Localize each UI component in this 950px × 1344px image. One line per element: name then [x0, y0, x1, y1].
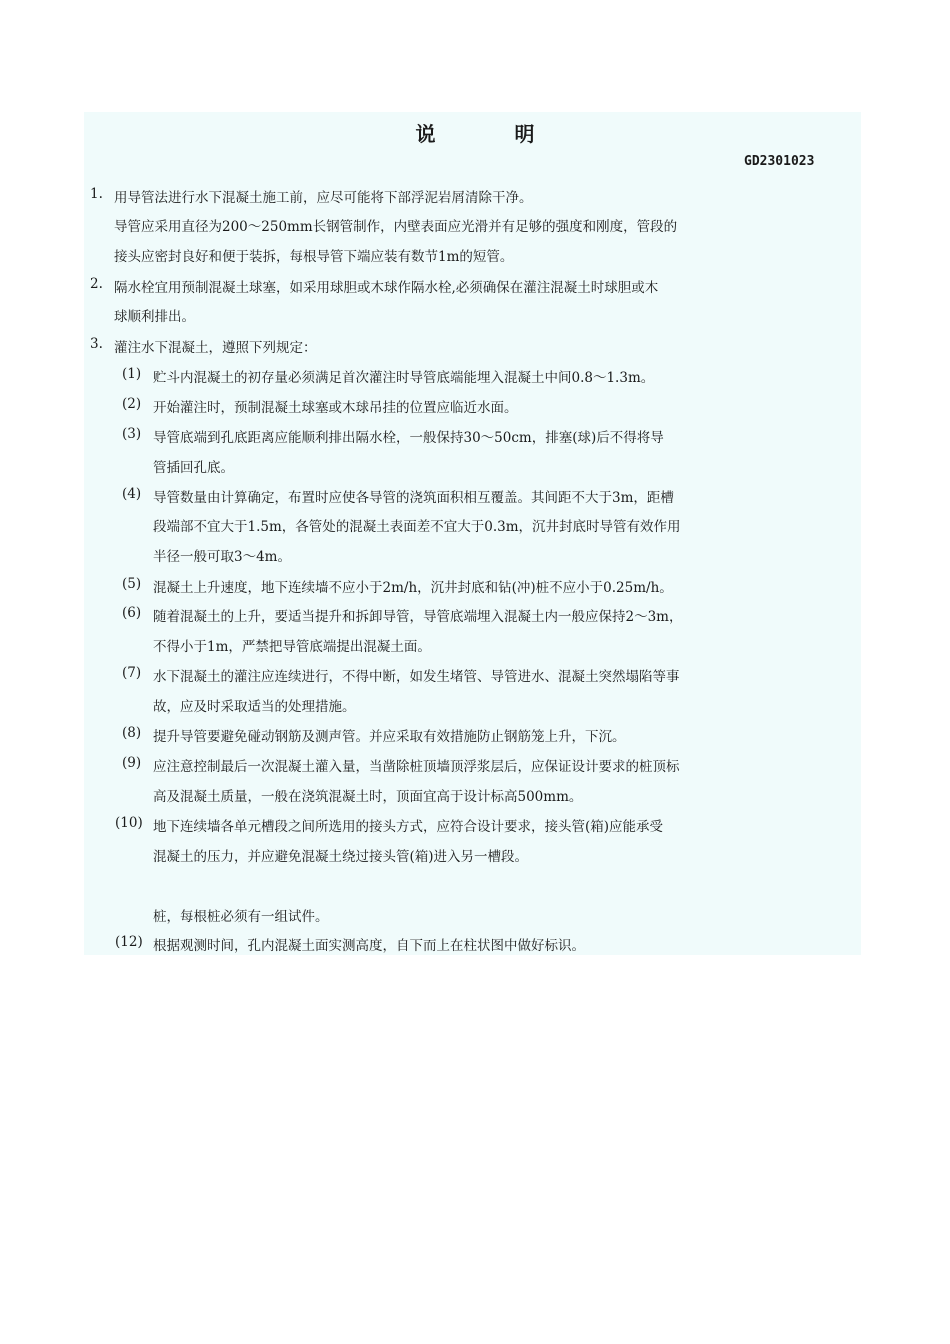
rule-text: 高及混凝土质量，一般在浇筑混凝土时，顶面宜高于设计标高500mm。	[153, 789, 583, 805]
rule-text: 混凝土上升速度，地下连续墙不应小于2m/h，沉井封底和钻(冲)桩不应小于0.25m/h。	[153, 580, 673, 596]
rule-number: (12)	[115, 934, 143, 950]
rule-text: 故，应及时采取适当的处理措施。	[153, 699, 356, 715]
rule-number: (5)	[122, 576, 142, 592]
rule-text: 开始灌注时，预制混凝土球塞或木球吊挂的位置应临近水面。	[153, 400, 518, 416]
page-title: 说 明	[415, 122, 571, 146]
rule-text: 地下连续墙各单元槽段之间所选用的接头方式，应符合设计要求，接头管(箱)应能承受	[153, 819, 664, 835]
rule-number: (10)	[115, 815, 143, 831]
rule-text: 不得小于1m，严禁把导管底端提出混凝土面。	[153, 639, 431, 655]
rule-number: (2)	[122, 396, 142, 412]
rule-text: 段端部不宜大于1.5m，各管处的混凝土表面差不宜大于0.3m，沉井封底时导管有效作用	[153, 519, 681, 535]
rule-text: 根据观测时间，孔内混凝土面实测高度，自下而上在柱状图中做好标识。	[153, 938, 585, 954]
rule-number: (8)	[122, 725, 142, 741]
item-number: 3.	[90, 336, 103, 352]
item-text: 灌注水下混凝土，遵照下列规定：	[114, 340, 317, 356]
rule-text: 半径一般可取3～4m。	[153, 549, 291, 565]
item-number: 1.	[90, 186, 103, 202]
rule-number: (1)	[122, 366, 142, 382]
rule-text: 导管底端到孔底距离应能顺利排出隔水栓，一般保持30～50cm，排塞(球)后不得将导	[153, 430, 664, 446]
drawing-code: GD2301023	[744, 154, 815, 169]
rule-text: 混凝土的压力，并应避免混凝土绕过接头管(箱)进入另一槽段。	[153, 849, 529, 865]
item-text: 用导管法进行水下混凝土施工前，应尽可能将下部浮泥岩屑清除干净。	[114, 190, 533, 206]
rule-number: (6)	[122, 605, 142, 621]
rule-text: 应注意控制最后一次混凝土灌入量，当凿除桩顶墙顶浮浆层后，应保证设计要求的桩顶标	[153, 759, 680, 775]
rule-text: 导管数量由计算确定，布置时应使各导管的浇筑面积相互覆盖。其间距不大于3m，距槽	[153, 490, 674, 506]
item-text: 隔水栓宜用预制混凝土球塞，如采用球胆或木球作隔水栓,必须确保在灌注混凝土时球胆或木	[114, 280, 659, 296]
item-text: 接头应密封良好和便于装拆，每根导管下端应装有数节1m的短管。	[114, 249, 514, 265]
rule-number: (9)	[122, 755, 142, 771]
item-text: 导管应采用直径为200～250mm长钢管制作，内壁表面应光滑并有足够的强度和刚度，管段的	[114, 219, 678, 235]
item-number: 2.	[90, 276, 103, 292]
rule-text: 贮斗内混凝土的初存量必须满足首次灌注时导管底端能埋入混凝土中间0.8～1.3m。	[153, 370, 655, 386]
rule-text: 随着混凝土的上升，要适当提升和拆卸导管，导管底端埋入混凝土内一般应保持2～3m，	[153, 609, 683, 625]
rule-number: (3)	[122, 426, 142, 442]
rule-text: 桩，每根桩必须有一组试件。	[153, 909, 329, 925]
rule-text: 水下混凝土的灌注应连续进行，不得中断，如发生堵管、导管进水、混凝土突然塌陷等事	[153, 669, 680, 685]
rule-text: 提升导管要避免碰动钢筋及测声管。并应采取有效措施防止钢筋笼上升，下沉。	[153, 729, 626, 745]
rule-number: (4)	[122, 486, 142, 502]
rule-number: (7)	[122, 665, 142, 681]
rule-text: 管插回孔底。	[153, 460, 234, 476]
item-text: 球顺利排出。	[114, 309, 195, 325]
